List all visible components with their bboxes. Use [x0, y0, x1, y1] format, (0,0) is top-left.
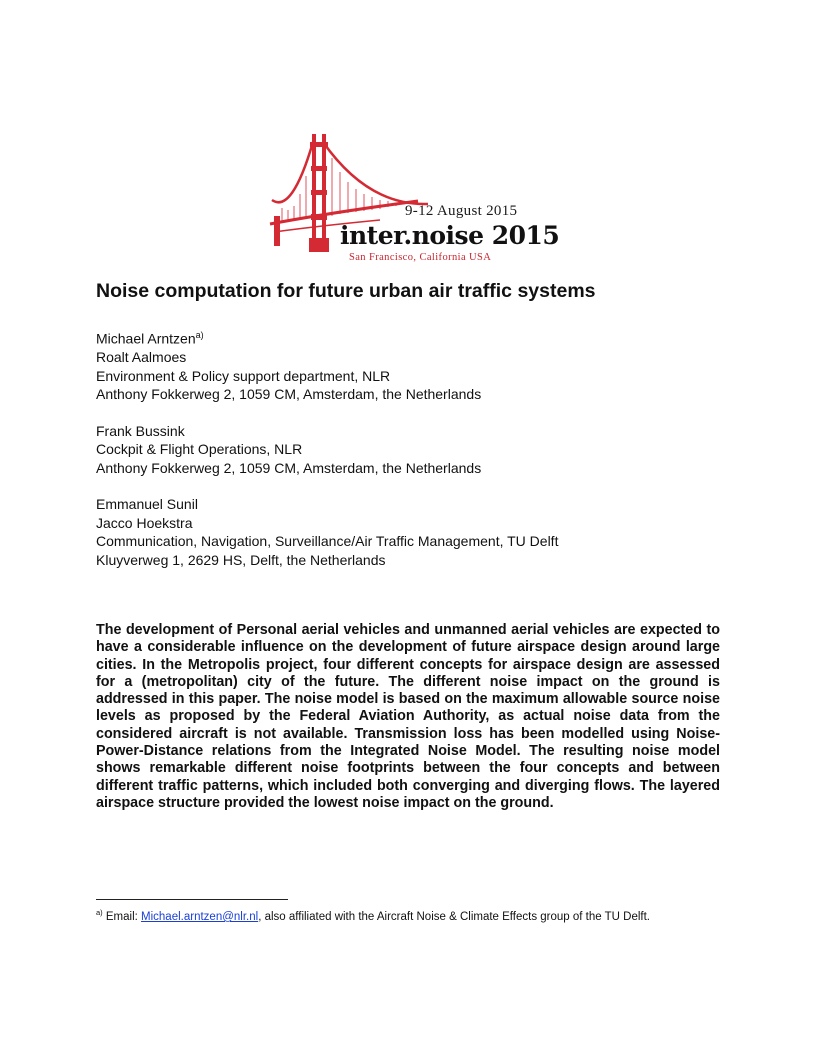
conference-logo: [268, 128, 558, 268]
author-list: [96, 326, 736, 587]
email-link[interactable]: Michael.arntzen@nlr.nl: [141, 910, 259, 923]
author-affiliation: Cockpit & Flight Operations, NLR: [96, 441, 303, 458]
author-block-arntzen-aalmoes: [96, 326, 736, 404]
author-address: Anthony Fokkerweg 2, 1059 CM, Amsterdam, the Netherlands: [96, 459, 482, 476]
author-address: Anthony Fokkerweg 2, 1059 CM, Amsterdam, the Netherlands: [96, 386, 482, 403]
footnote-divider: [96, 899, 288, 900]
conference-name: inter.noise 2015: [340, 221, 560, 250]
conference-location: San Francisco, California USA: [349, 252, 492, 263]
author-address: Kluyverweg 1, 2629 HS, Delft, the Netherlands: [96, 551, 386, 568]
footnote: $^{a)}$ Email: Michael.arntzen@nlr.nl, also affiliated with the Aircraft Noise & Climate Effects group of the TU Delft.: [96, 908, 651, 923]
author-name: Frank Bussink: [96, 422, 185, 439]
author-affiliation: Environment & Policy support department, NLR: [96, 367, 391, 384]
author-affiliation: Communication, Navigation, Surveillance/Air Traffic Management, TU Delft: [96, 533, 559, 550]
conference-date: 9-12 August 2015: [405, 203, 518, 219]
author-block-bussink: [96, 422, 736, 478]
author-block-sunil-hoekstra: [96, 495, 736, 569]
author-name: Emmanuel Sunil: [96, 496, 198, 513]
author-name: Jacco Hoekstra: [96, 514, 193, 531]
author-name: Roalt Aalmoes: [96, 349, 187, 366]
paper-title: Noise computation for future urban air traffic systems: [96, 280, 596, 302]
footnote-marker: a): [96, 908, 103, 917]
abstract: The development of Personal aerial vehicles and unmanned aerial vehicles are expected to have a considerable influence on the development of future airspace design around large cities. In the Metropolis project, four different concepts for airspace design are assessed for a (metropolitan) city of the future. The different noise impact on the ground is addressed in this paper. The noise model is based on the maximum allowable source noise levels as proposed by the Federal Aviation Authority, as actual noise data from the considered aircraft is not available. Transmission loss has been modelled using Noise-Power-Distance relations from the Integrated Noise Model. The resulting noise model shows remarkable different noise footprints between the four concepts and between different traffic patterns, which included both converging and diverging flows. The layered airspace structure provided the lowest noise impact on the ground.: [96, 622, 720, 811]
author-name: Michael Arntzen$^{a)}$: [96, 330, 204, 347]
footnote-marker: a): [195, 330, 204, 340]
